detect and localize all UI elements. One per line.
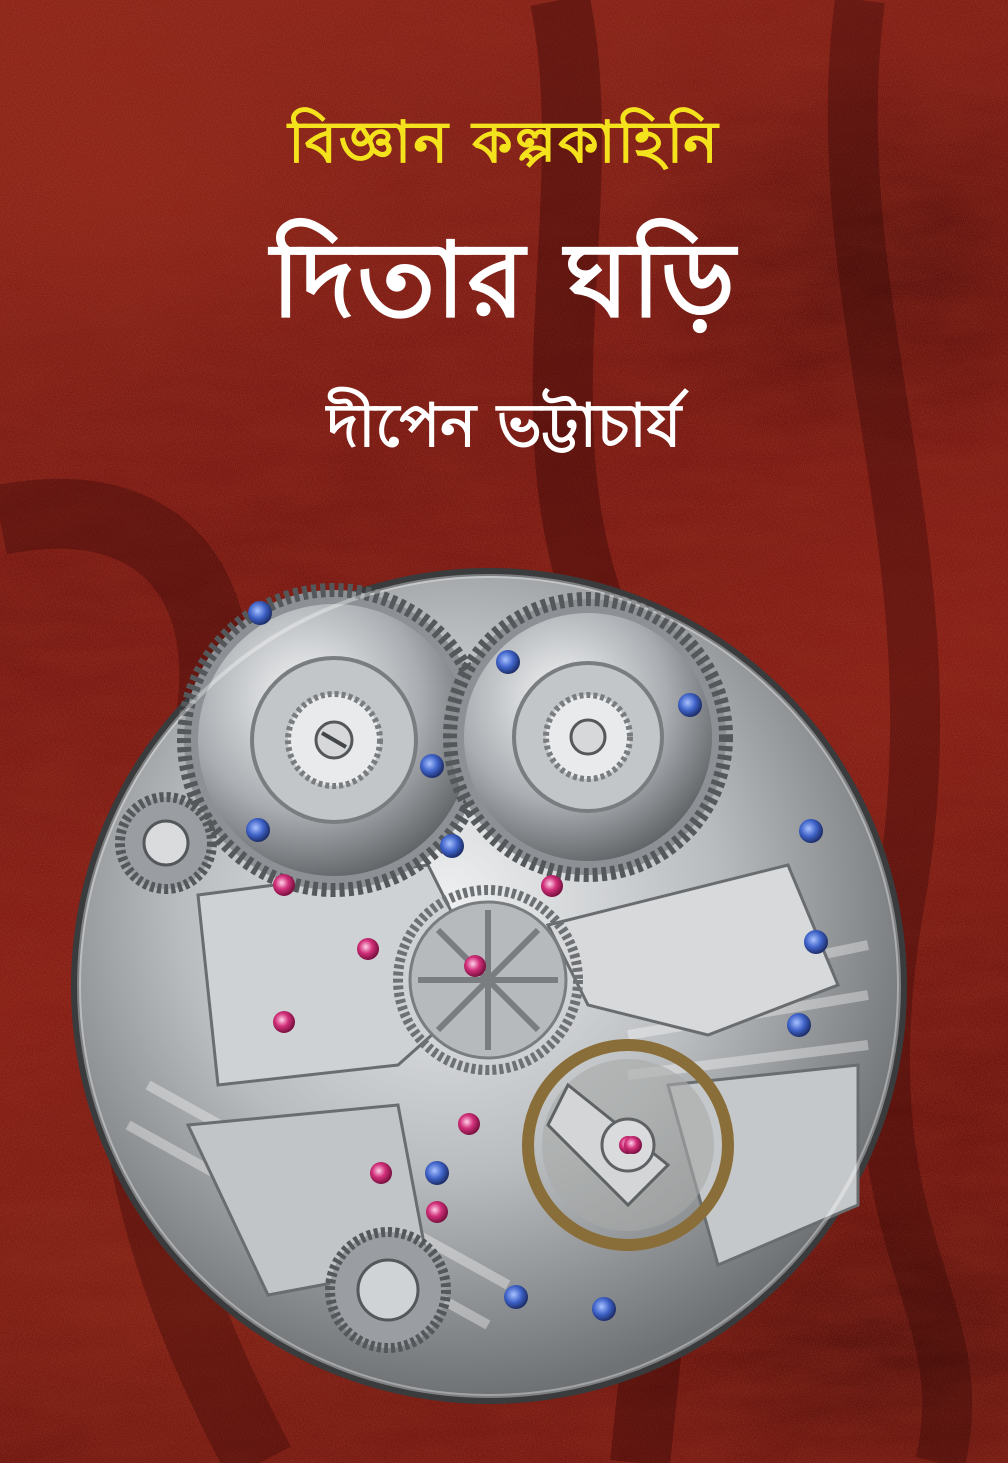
gear-icon bbox=[450, 599, 726, 875]
watch-movement-illustration bbox=[68, 565, 910, 1407]
gear-icon bbox=[120, 797, 212, 889]
gear-icon bbox=[184, 590, 484, 890]
genre-label: বিজ্ঞান কল্পকাহিনি bbox=[288, 108, 720, 176]
author-name: দীপেন ভট্টাচার্য bbox=[326, 391, 682, 461]
gear-icon bbox=[330, 1232, 446, 1348]
book-title: দিতার ঘড়ি bbox=[270, 219, 738, 341]
